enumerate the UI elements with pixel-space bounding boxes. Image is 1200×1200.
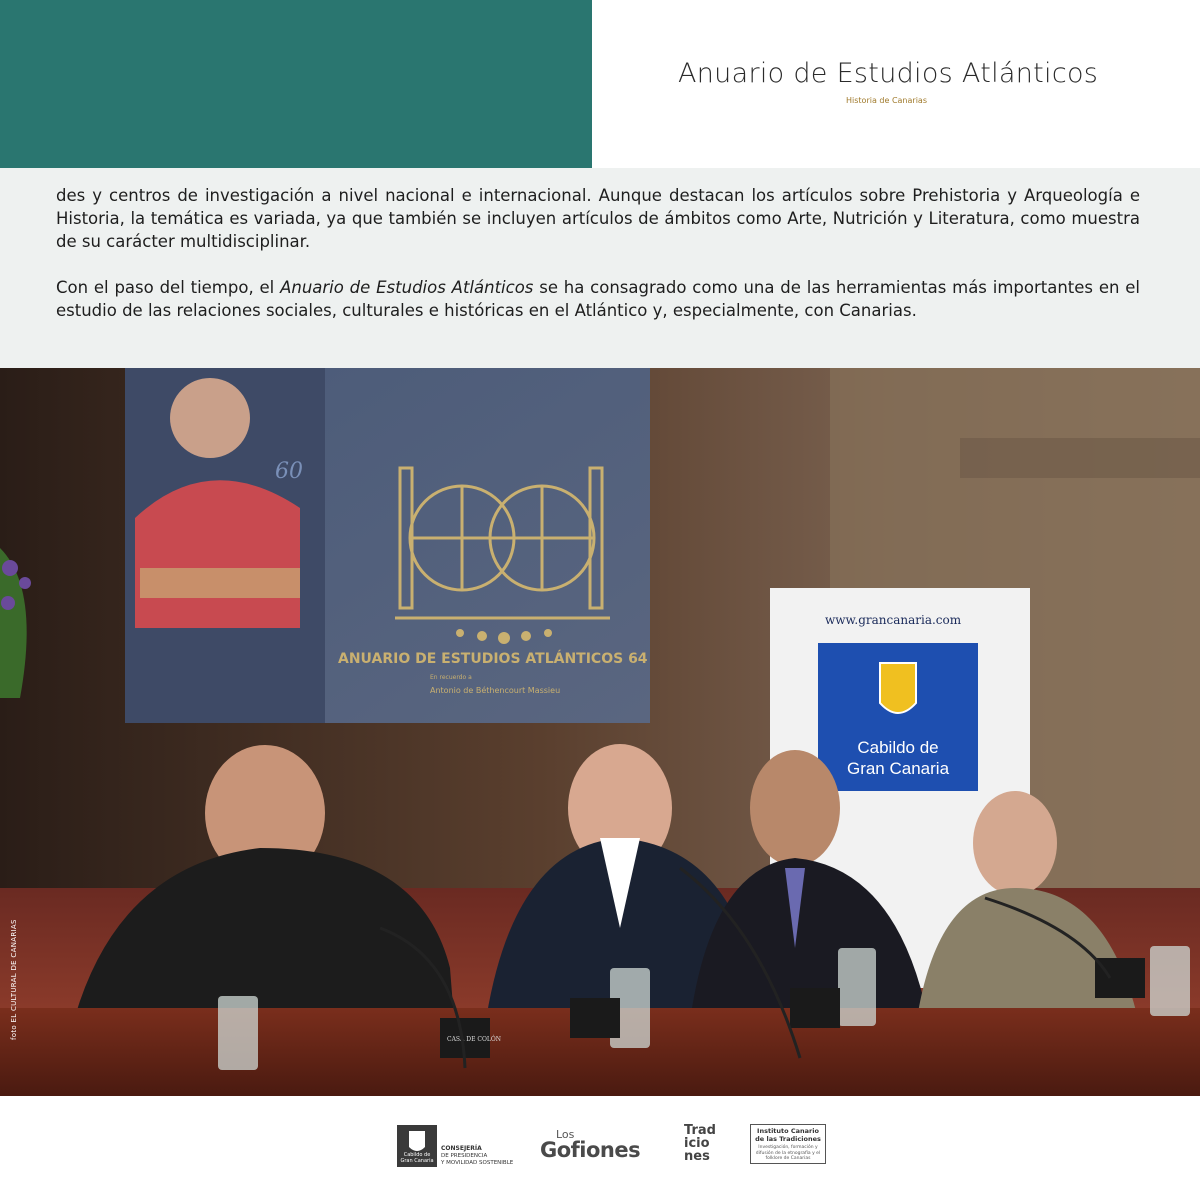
- cabildo-logo: [397, 1125, 437, 1171]
- screen-sixty-badge: 60: [275, 459, 303, 484]
- tradiciones-line-1: Trad: [684, 1123, 716, 1138]
- instituto-line-2: de las Tradiciones: [755, 1134, 821, 1143]
- cabildo-logo-text: [398, 1152, 436, 1164]
- screen-man-shirt: [135, 480, 300, 628]
- gofiones-small: Los: [556, 1128, 575, 1141]
- instituto-line-3: Investigación, formación y difusión de la etnografía y el folklore de Canarias: [755, 1145, 821, 1161]
- screen-dedication-2: Antonio de Béthencourt Massieu: [430, 686, 561, 695]
- journal-subtitle: Historia de Canarias: [846, 96, 927, 105]
- tradiciones-line-2: icio: [684, 1136, 710, 1151]
- screen-title: ANUARIO DE ESTUDIOS ATLÁNTICOS 64: [338, 651, 648, 667]
- consejeria-text: [441, 1145, 513, 1167]
- tradiciones-logo: [684, 1124, 716, 1163]
- teal-header-block: [0, 0, 592, 168]
- consejeria-line-2: DE PRESIDENCIA: [441, 1153, 488, 1159]
- banner-shield-icon: [880, 663, 916, 713]
- paragraph-2-end: se ha consagrado como una de las herramientas más importantes en el estudio de las relaciones sociales, culturales e históricas en el Atlántico y, especialmente, con Canarias.: [56, 278, 1140, 320]
- paragraph-2-journal-name: Anuario de Estudios Atlánticos: [280, 278, 534, 297]
- consejeria-line-1: CONSEJERÍA: [441, 1145, 482, 1152]
- instituto-logo: [750, 1124, 826, 1164]
- banner-name-2: Gran Canaria: [846, 759, 950, 778]
- photo-credit: foto EL CULTURAL DE CANARIAS: [10, 919, 18, 1040]
- nameplate-label: CASA DE COLÓN: [447, 1036, 502, 1043]
- paragraph-2-start: Con el paso del tiempo, el: [56, 278, 281, 297]
- stone-frieze: [960, 438, 1200, 478]
- paragraph-1: des y centros de investigación a nivel nacional e internacional. Aunque destacan los artículos sobre Prehistoria y Arqueología e Historia, la temática es variada, ya que también se incluyen artículos de ámbitos como Arte, Nutrición y Literatura, como muestra de su carácter multidisciplinar.: [56, 186, 1140, 251]
- screen-man-head: [170, 378, 250, 458]
- body-text: [56, 184, 1140, 322]
- event-photo: [0, 368, 1200, 1096]
- gofiones-logo: Gofiones: [540, 1138, 641, 1162]
- banner-url: www.grancanaria.com: [825, 613, 962, 627]
- screen-dedication-1: En recuerdo a: [430, 674, 472, 681]
- paragraph-2: [56, 276, 1140, 322]
- instituto-line-1: Instituto Canario: [757, 1127, 819, 1135]
- cabildo-logo-line-2: Gran Canaria: [400, 1158, 434, 1164]
- journal-title: Anuario de Estudios Atlánticos: [678, 58, 1099, 89]
- screen-chair: [140, 568, 300, 598]
- cabildo-logo-line-1: Cabildo de: [403, 1152, 431, 1158]
- banner-name-1: Cabildo de: [857, 738, 939, 757]
- tradiciones-line-3: nes: [684, 1149, 710, 1164]
- consejeria-line-3: Y MOVILIDAD SOSTENIBLE: [441, 1160, 514, 1166]
